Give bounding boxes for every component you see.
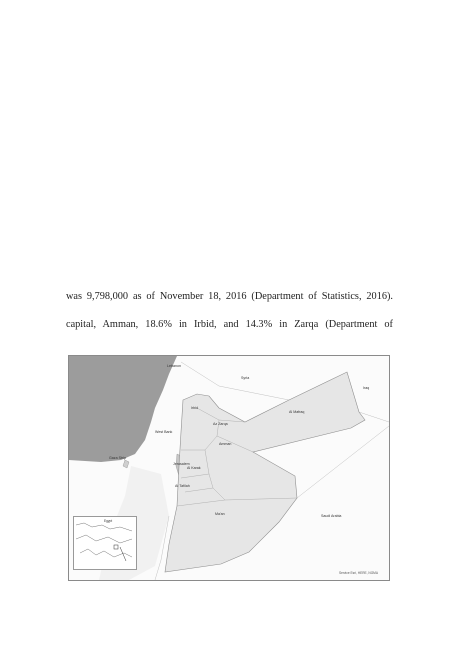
label-lebanon: Lebanon [167,364,181,368]
paragraph-line-1: was 9,798,000 as of November 18, 2016 (Department of Statistics, 2016). [66,291,393,302]
label-jerusalem: Jerusalem [173,462,190,466]
label-egypt: Egypt [104,519,113,523]
locator-drawing [74,517,136,569]
label-maan: Ma'an [215,512,225,516]
map-credit: Service Esri, HERE, NGMA [339,571,378,575]
label-gaza-strip: Gaza Strip [109,456,126,460]
label-saudi-arabia: Saudi Arabia [321,514,342,518]
mediterranean-sea [69,356,177,462]
label-az-zarqa: Az Zarqa [213,422,228,426]
label-al-mafraq: Al Mafraq [289,410,305,414]
label-amman: Amman [219,442,232,446]
label-al-karak: Al Karak [187,466,201,470]
locator-inset [73,516,137,570]
jordan-region [165,372,365,572]
gaza-strip [123,460,129,468]
label-iraq: Iraq [363,386,370,390]
label-west-bank: West Bank [155,430,173,434]
label-at-tafilah: At Tafilah [175,484,190,488]
label-syria: Syria [241,376,250,380]
jordan-map-figure [68,355,390,581]
paragraph-line-2: capital, Amman, 18.6% in Irbid, and 14.3% in Zarqa (Department of [66,319,393,330]
label-irbid: Irbid [191,406,198,410]
